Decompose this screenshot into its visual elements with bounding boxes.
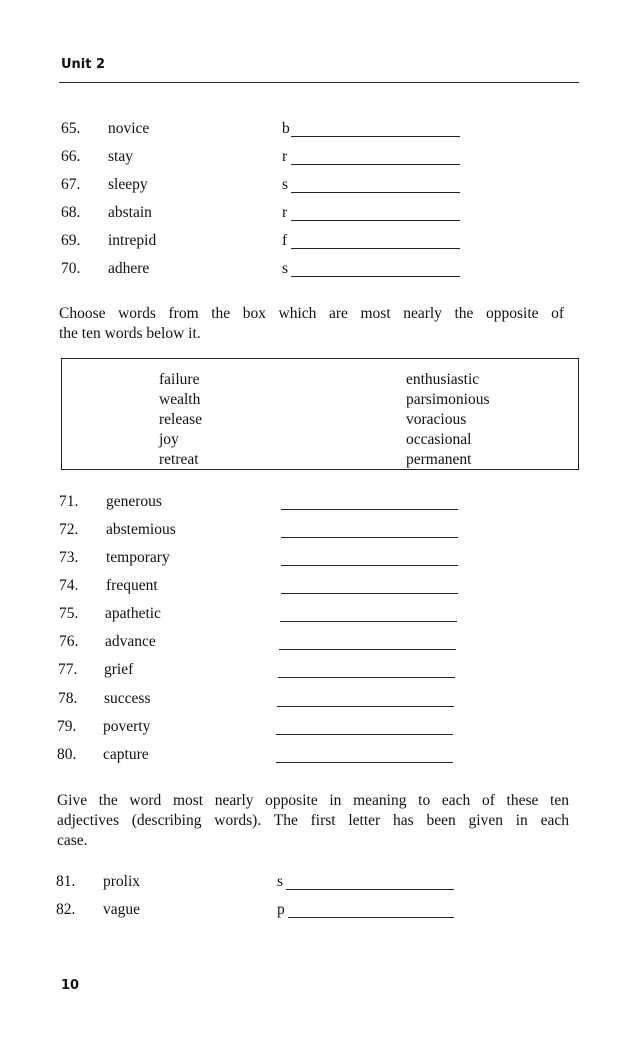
answer-blank[interactable] <box>291 136 460 137</box>
item-number: 76. <box>59 633 79 650</box>
answer-blank[interactable] <box>277 706 454 707</box>
item-number: 68. <box>61 204 81 221</box>
box-word: voracious <box>406 411 467 428</box>
instruction-line: Give the word most nearly opposite in meaning to each of these ten <box>57 792 569 809</box>
exercise-row <box>59 521 479 543</box>
item-word: temporary <box>106 549 170 566</box>
word-box <box>61 358 579 470</box>
item-number: 79. <box>57 718 77 735</box>
item-number: 66. <box>61 148 81 165</box>
instruction-line: adjectives (describing words). The first letter has been given in each <box>57 812 569 829</box>
item-number: 72. <box>59 521 79 538</box>
box-word: joy <box>159 431 179 448</box>
exercise-row <box>57 746 477 768</box>
box-word: failure <box>159 371 200 388</box>
word-box-left-column <box>159 370 202 470</box>
exercise-row <box>59 577 479 599</box>
item-number: 73. <box>59 549 79 566</box>
item-number: 67. <box>61 176 81 193</box>
item-number: 69. <box>61 232 81 249</box>
page-number: 10 <box>61 978 80 993</box>
unit-heading: Unit 2 <box>61 57 106 72</box>
answer-blank[interactable] <box>281 565 458 566</box>
instruction-line: the ten words below it. <box>59 325 201 342</box>
exercise-row <box>59 493 479 515</box>
answer-blank[interactable] <box>291 220 460 221</box>
answer-blank[interactable] <box>276 734 453 735</box>
item-word: frequent <box>106 577 158 594</box>
exercise-row <box>59 549 479 571</box>
answer-blank[interactable] <box>278 677 455 678</box>
item-word: capture <box>103 746 149 763</box>
box-word: occasional <box>406 431 472 448</box>
answer-blank[interactable] <box>288 917 454 918</box>
box-word: retreat <box>159 451 199 468</box>
answer-blank[interactable] <box>291 276 460 277</box>
item-number: 80. <box>57 746 77 763</box>
item-word: apathetic <box>105 605 161 622</box>
item-word: sleepy <box>108 176 148 193</box>
answer-blank[interactable] <box>291 164 460 165</box>
exercise-row <box>61 120 481 142</box>
first-letter: r <box>282 204 288 221</box>
word-box-right-column <box>406 370 490 470</box>
item-word: success <box>104 690 151 707</box>
first-letter: s <box>277 873 284 890</box>
item-number: 75. <box>59 605 79 622</box>
answer-blank[interactable] <box>286 889 454 890</box>
first-letter: s <box>282 176 289 193</box>
box-word: release <box>159 411 203 428</box>
item-word: novice <box>108 120 150 137</box>
item-word: adhere <box>108 260 150 277</box>
answer-blank[interactable] <box>281 593 458 594</box>
first-letter: f <box>282 232 288 249</box>
exercise-row <box>56 873 476 895</box>
instruction-paragraph <box>59 304 564 344</box>
answer-blank[interactable] <box>291 248 460 249</box>
item-word: advance <box>105 633 156 650</box>
item-word: abstain <box>108 204 152 221</box>
exercise-row <box>61 148 481 170</box>
header-rule <box>59 82 579 83</box>
exercise-row <box>61 260 481 282</box>
answer-blank[interactable] <box>291 192 460 193</box>
instruction-line: Choose words from the box which are most nearly the opposite of <box>59 305 564 322</box>
item-number: 70. <box>61 260 81 277</box>
box-word: parsimonious <box>406 391 490 408</box>
exercise-row <box>56 901 476 923</box>
exercise-row <box>61 204 481 226</box>
item-word: stay <box>108 148 133 165</box>
item-number: 77. <box>58 661 78 678</box>
item-word: generous <box>106 493 162 510</box>
answer-blank[interactable] <box>281 509 458 510</box>
item-word: prolix <box>103 873 141 890</box>
answer-blank[interactable] <box>276 762 453 763</box>
exercise-row <box>61 232 481 254</box>
item-number: 71. <box>59 493 79 510</box>
first-letter: b <box>282 120 290 137</box>
box-word: permanent <box>406 451 472 468</box>
box-word: enthusiastic <box>406 371 480 388</box>
answer-blank[interactable] <box>281 537 458 538</box>
item-number: 82. <box>56 901 76 918</box>
item-number: 81. <box>56 873 76 890</box>
exercise-row <box>58 661 478 683</box>
item-number: 65. <box>61 120 81 137</box>
instruction-line: case. <box>57 832 88 849</box>
first-letter: s <box>282 260 289 277</box>
answer-blank[interactable] <box>280 621 457 622</box>
exercise-row <box>58 690 478 712</box>
first-letter: p <box>277 901 285 918</box>
instruction-paragraph <box>57 791 569 851</box>
item-word: abstemious <box>106 521 176 538</box>
exercise-row <box>59 605 479 627</box>
item-word: poverty <box>103 718 151 735</box>
first-letter: r <box>282 148 288 165</box>
exercise-row <box>61 176 481 198</box>
answer-blank[interactable] <box>279 649 456 650</box>
item-word: intrepid <box>108 232 157 249</box>
item-number: 78. <box>58 690 78 707</box>
box-word: wealth <box>159 391 201 408</box>
item-number: 74. <box>59 577 79 594</box>
item-word: grief <box>104 661 134 678</box>
item-word: vague <box>103 901 141 918</box>
exercise-row <box>57 718 477 740</box>
exercise-row <box>59 633 479 655</box>
